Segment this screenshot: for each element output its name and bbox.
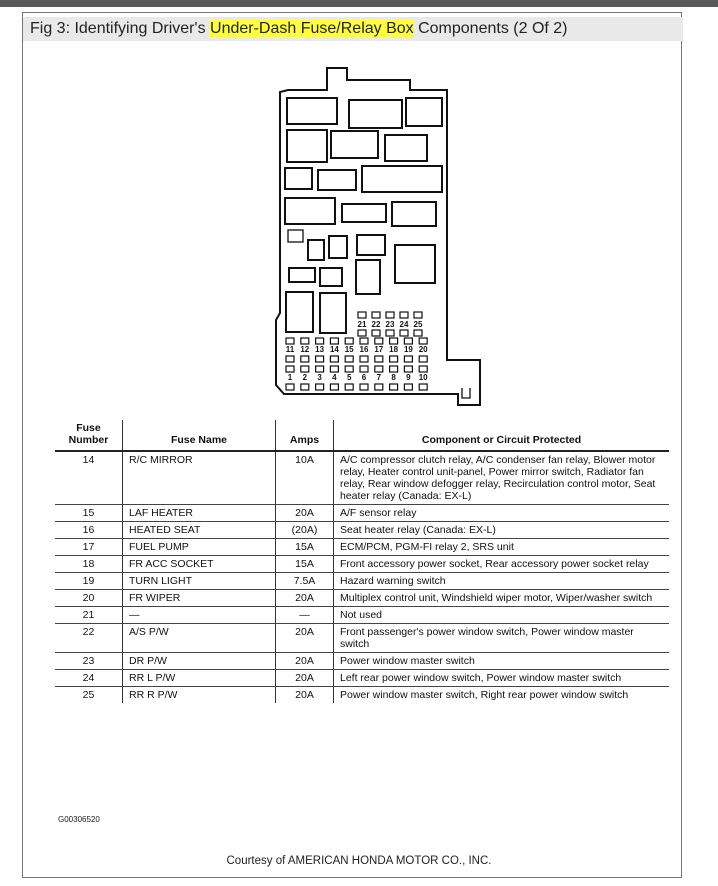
table-row: 16 HEATED SEAT (20A) Seat heater relay (Canada: EX-L): [55, 522, 669, 539]
fuse-slot: [404, 384, 412, 390]
courtesy-credit: Courtesy of AMERICAN HONDA MOTOR CO., INC.: [226, 855, 492, 867]
fuse-number-label: 20: [418, 345, 428, 354]
header-fuse-name: Fuse Name: [123, 420, 276, 451]
table-row: 25 RR R P/W 20A Power window master switch, Right rear power window switch: [55, 687, 669, 704]
relay: [287, 98, 337, 124]
fuse-number-label: 1: [287, 373, 293, 382]
fuse-slot: [390, 356, 398, 362]
relay: [362, 166, 442, 192]
table-row: 23 DR P/W 20A Power window master switch: [55, 653, 669, 670]
relay: [406, 98, 442, 126]
table-row: 18 FR ACC SOCKET 15A Front accessory power socket, Rear accessory power socket relay: [55, 556, 669, 573]
fuse-number-label: 8: [391, 373, 396, 382]
fuse-slot: [301, 384, 309, 390]
fuse-slot: [286, 366, 294, 372]
table-row: 22 A/S P/W 20A Front passenger's power window switch, Power window master switch: [55, 624, 669, 653]
fuse-slot: [390, 338, 398, 344]
figure-title: Fig 3: Identifying Driver's Under-Dash Fuse/Relay Box Components (2 Of 2): [30, 20, 568, 37]
fuse-slot: [414, 312, 422, 318]
fuse-slot: [330, 338, 338, 344]
fuse-slot: [419, 384, 427, 390]
fuse-number-label: 15: [344, 345, 354, 354]
relay: [318, 170, 356, 190]
fuse-number-label: 5: [346, 373, 352, 382]
fuse-slot: [301, 356, 309, 362]
connector: [288, 230, 303, 242]
fuse-slot: [360, 366, 368, 372]
fuse-slot: [286, 338, 294, 344]
relay: [308, 240, 324, 260]
fuse-number-label: 4: [332, 373, 337, 382]
relay: [329, 236, 347, 258]
fuse-number-label: 25: [413, 320, 423, 329]
relay: [356, 260, 380, 294]
fuse-slot: [404, 356, 412, 362]
fuse-slot: [286, 384, 294, 390]
fuse-slot: [386, 312, 394, 318]
fuse-slot: [360, 338, 368, 344]
fuse-number-label: 13: [315, 345, 325, 354]
relay: [285, 168, 312, 189]
fuse-number-label: 14: [329, 345, 339, 354]
title-highlight: Under-Dash Fuse/Relay Box: [210, 20, 414, 37]
relay: [289, 268, 315, 282]
fuse-slot: [316, 366, 324, 372]
fuse-number-label: 23: [385, 320, 395, 329]
fuse-slot: [414, 330, 422, 336]
relay: [357, 235, 385, 255]
fuse-number-label: 12: [300, 345, 310, 354]
header-amps: Amps: [276, 420, 334, 451]
fuse-slot: [419, 366, 427, 372]
fuse-number-label: 7: [376, 373, 382, 382]
fuse-number-label: 24: [399, 320, 409, 329]
fuse-slot: [345, 356, 353, 362]
fuse-slot: [316, 338, 324, 344]
latch-tab: [462, 388, 470, 398]
fuse-slot: [375, 338, 383, 344]
relay: [320, 268, 342, 286]
fuse-slot: [360, 356, 368, 362]
table-row: 24 RR L P/W 20A Left rear power window switch, Power window master switch: [55, 670, 669, 687]
header-fuse-number: Fuse Number: [55, 420, 123, 451]
relay: [342, 204, 386, 222]
fuse-slot: [400, 312, 408, 318]
relay: [349, 100, 402, 128]
fuse-slot: [345, 366, 353, 372]
fuse-slot: [316, 384, 324, 390]
table-row: 20 FR WIPER 20A Multiplex control unit, Windshield wiper motor, Wiper/washer switch: [55, 590, 669, 607]
fuse-number-label: 11: [285, 345, 295, 354]
relay: [285, 198, 335, 224]
header-component: Component or Circuit Protected: [334, 420, 670, 451]
fuse-slot: [286, 356, 294, 362]
relay: [331, 131, 378, 158]
fuse-slot: [345, 384, 353, 390]
reference-code: G00306520: [58, 815, 100, 824]
table-row: 21 — — Not used: [55, 607, 669, 624]
fuse-number-label: 19: [403, 345, 413, 354]
fuse-slot: [330, 356, 338, 362]
fuse-slot: [400, 330, 408, 336]
fuse-number-label: 22: [371, 320, 381, 329]
relay: [287, 130, 327, 162]
fuse-number-label: 18: [389, 345, 399, 354]
fuse-box-outline: [276, 68, 480, 405]
fuse-slot: [358, 330, 366, 336]
fuse-slot: [375, 366, 383, 372]
fuse-slot: [404, 338, 412, 344]
table-row: 17 FUEL PUMP 15A ECM/PCM, PGM-FI relay 2, SRS unit: [55, 539, 669, 556]
fuse-slot: [330, 384, 338, 390]
relay: [385, 135, 427, 161]
fuse-number-label: 10: [418, 373, 428, 382]
table-row: 19 TURN LIGHT 7.5A Hazard warning switch: [55, 573, 669, 590]
fuse-slot: [372, 330, 380, 336]
fuse-slot: [372, 312, 380, 318]
fuse-slot: [330, 366, 338, 372]
relay: [286, 292, 313, 332]
fuse-slot: [390, 366, 398, 372]
fuse-table: [55, 420, 669, 703]
fuse-slot: [404, 366, 412, 372]
fuse-number-label: 3: [317, 373, 322, 382]
fuse-slot: [316, 356, 324, 362]
fuse-slot: [419, 356, 427, 362]
fuse-number-label: 6: [361, 373, 367, 382]
fuse-number-label: 2: [302, 373, 308, 382]
fuse-slot: [375, 384, 383, 390]
fuse-slot: [301, 366, 309, 372]
fuse-slot: [375, 356, 383, 362]
table-row: 14 R/C MIRROR 10A A/C compressor clutch relay, A/C condenser fan relay, Blower motor relay, Heater control unit-panel, Power mirror switch, Radiator fan relay, Rear window defogger relay, Recirculation control motor, Seat heater relay (Canada: EX-L): [55, 451, 669, 505]
fuse-slot: [345, 338, 353, 344]
fuse-number-label: 21: [357, 320, 367, 329]
fuse-slot: [358, 312, 366, 318]
fuse-slot: [301, 338, 309, 344]
fuse-box-diagram: [0, 0, 718, 420]
fuse-slot: [419, 338, 427, 344]
fuse-slot: [386, 330, 394, 336]
table-row: 15 LAF HEATER 20A A/F sensor relay: [55, 505, 669, 522]
fuse-number-label: 9: [406, 373, 411, 382]
fuse-number-label: 17: [374, 345, 384, 354]
relay: [395, 245, 435, 283]
fuse-slot: [360, 384, 368, 390]
relay: [320, 293, 346, 333]
fuse-number-label: 16: [359, 345, 369, 354]
fuse-slot: [390, 384, 398, 390]
relay: [392, 202, 436, 226]
